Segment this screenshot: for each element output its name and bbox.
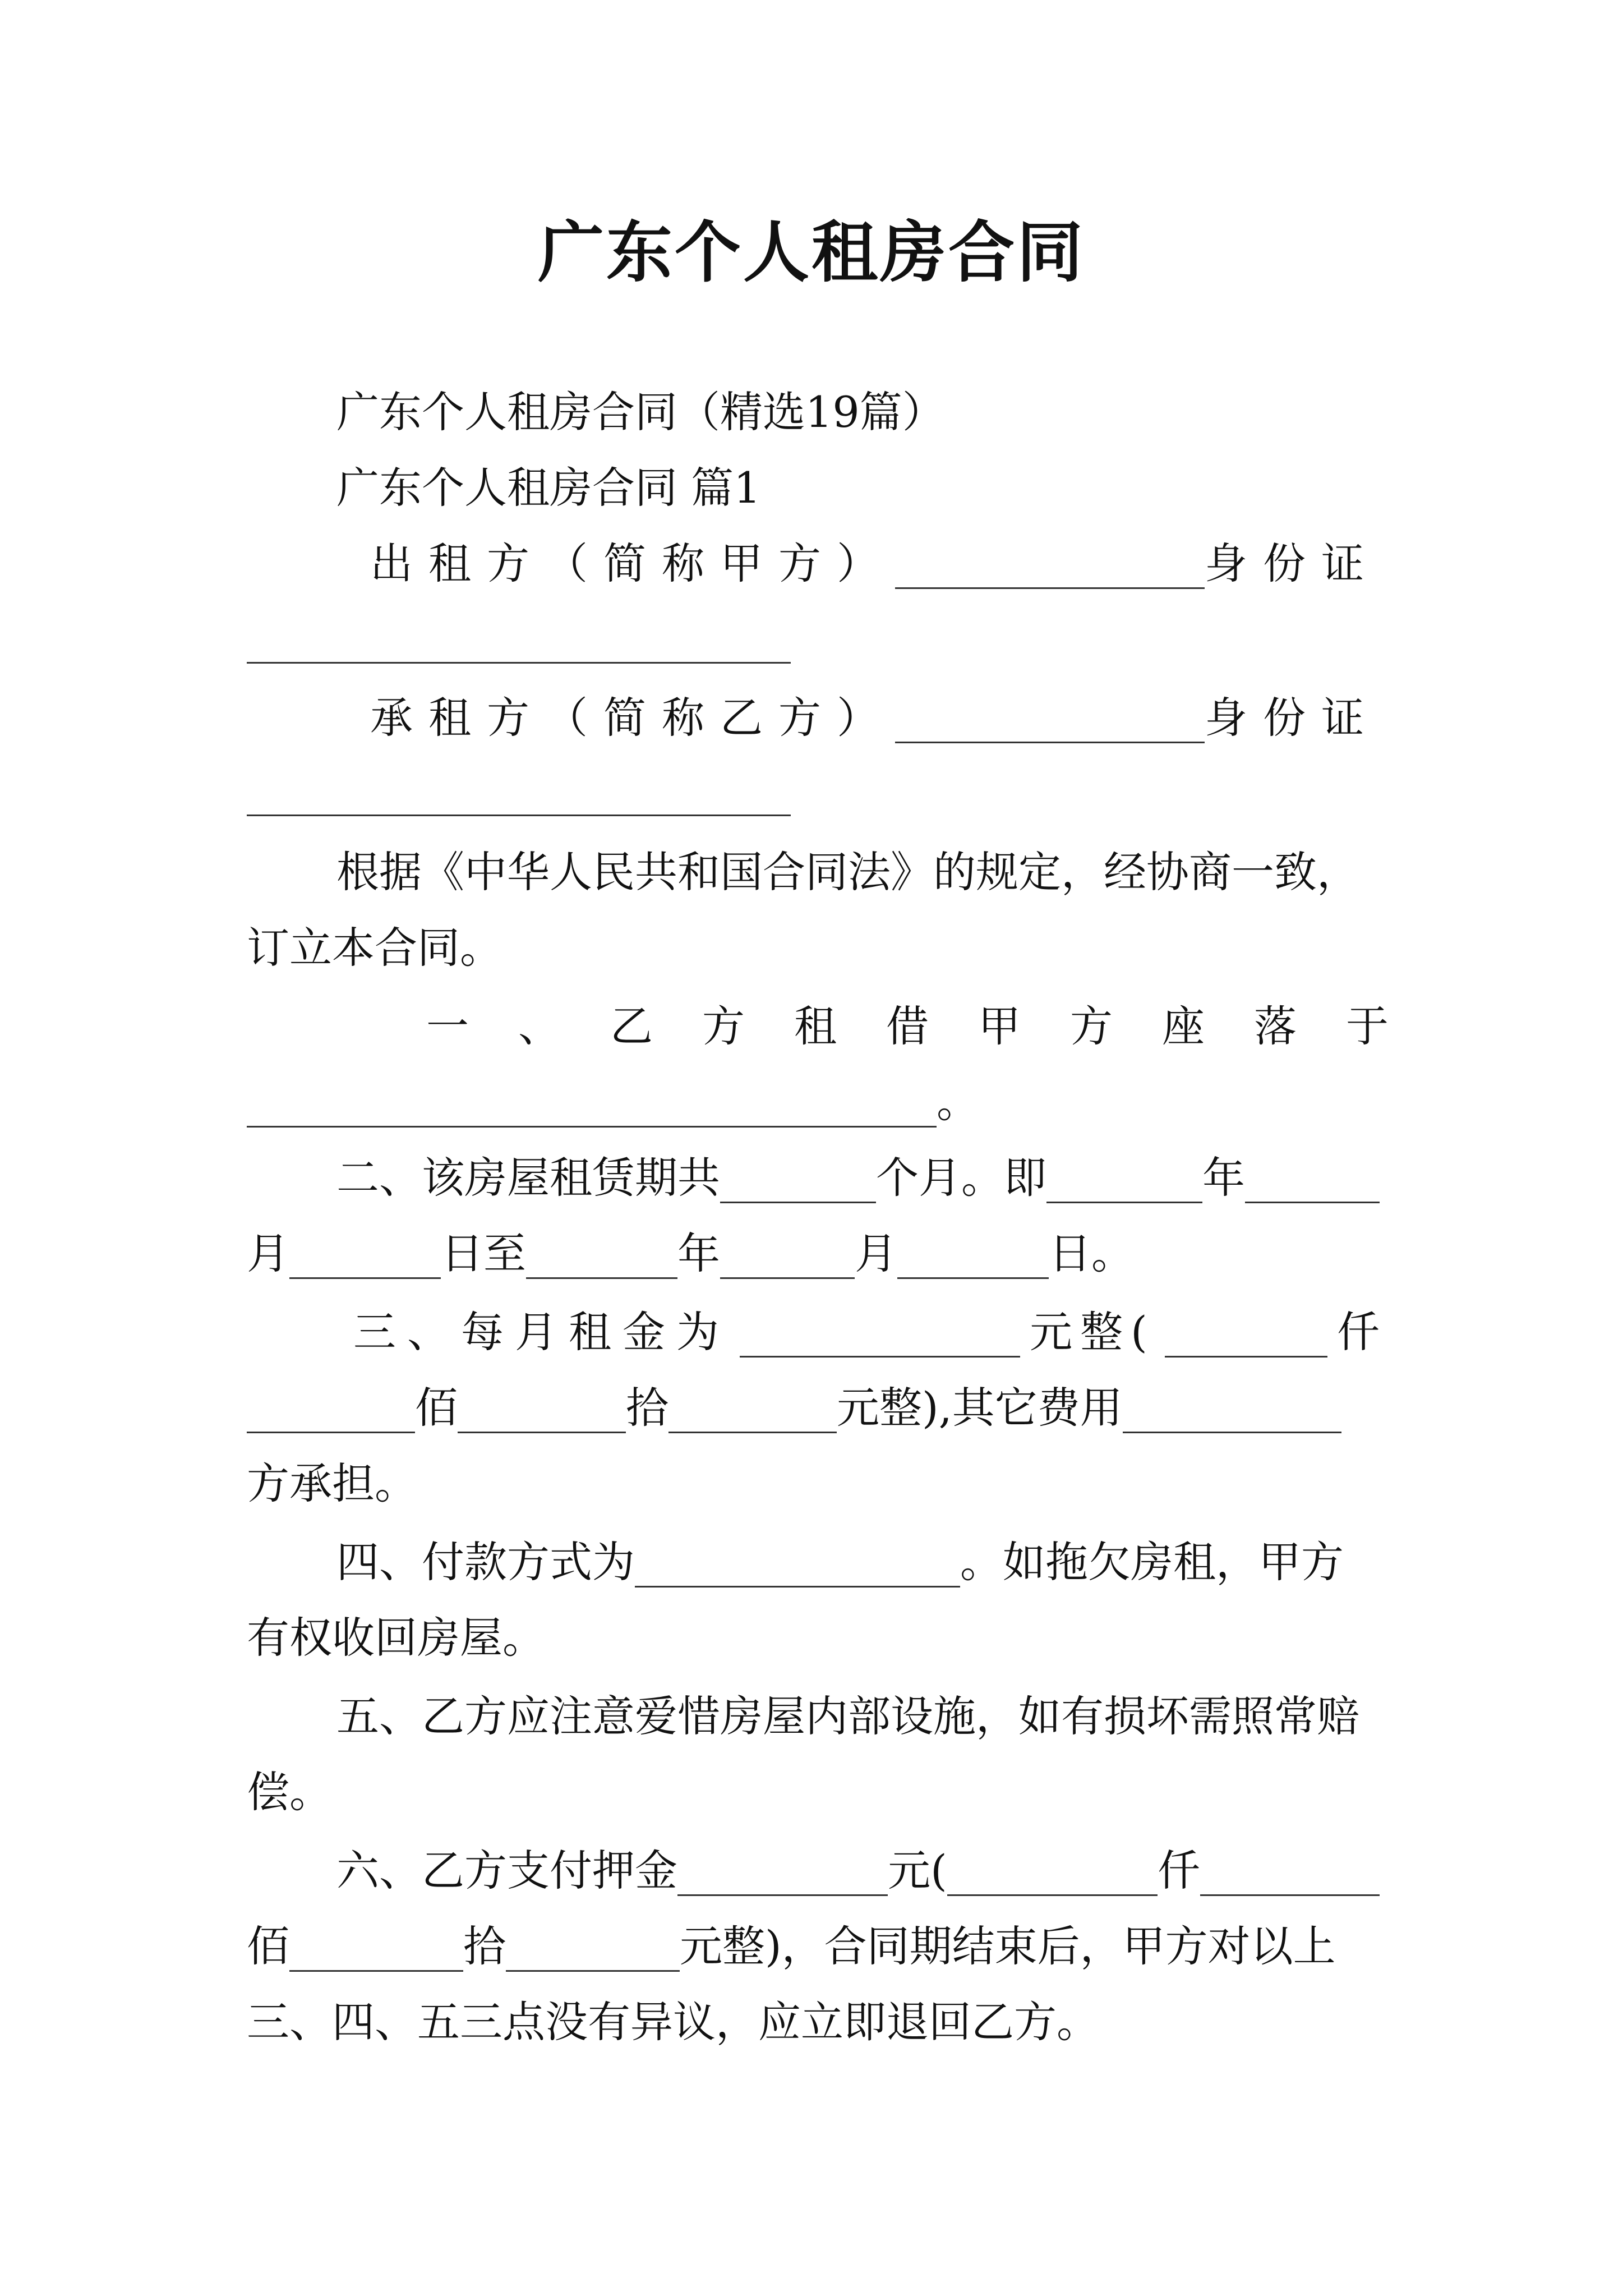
payment-method-blank [635, 1547, 960, 1588]
clause-2-month: 月 [247, 1228, 289, 1278]
clause-6-prefix: 六、乙方支付押金 [336, 1846, 677, 1895]
lessee-name-blank [895, 702, 1205, 743]
address-blank [247, 1087, 937, 1128]
rent-qian-blank [1165, 1317, 1327, 1358]
rent-yuan-blank [668, 1392, 837, 1433]
clause-6-qian: 仟 [1158, 1846, 1200, 1895]
clause-6-zheng: 元整)，合同期结束后，甲方对以上 [680, 1921, 1336, 1971]
clause-6-shi: 拾 [463, 1921, 506, 1971]
clause-3-yuan: 元整( [1030, 1307, 1155, 1357]
end-month-blank [720, 1238, 855, 1279]
clause-2-end-year: 年 [677, 1228, 720, 1278]
lessor-id-blank [247, 662, 791, 664]
clause-3-line-1 [353, 1307, 1380, 1358]
clause-1-text: 一、乙方租借甲方座落于 [426, 1001, 1438, 1051]
clause-5-line-1: 五、乙方应注意爱惜房屋内部设施，如有损坏需照常赔 [336, 1691, 1359, 1741]
deposit-yuan-blank [506, 1931, 680, 1972]
clause-2-months: 个月。即 [876, 1153, 1046, 1203]
other-fees-blank [1123, 1392, 1341, 1433]
lessor-id-label: 身份证 [1205, 539, 1380, 588]
clause-3-prefix: 三、每月租金为 [353, 1307, 730, 1357]
deposit-qian-blank [947, 1855, 1158, 1896]
clause-3-yuan-end: 元整),其它费用 [837, 1383, 1123, 1433]
clause-1-address-line [247, 1077, 1380, 1128]
clause-6-yuan: 元( [888, 1846, 947, 1895]
lessor-line [370, 539, 1380, 589]
start-day-blank [289, 1238, 441, 1279]
clause-4-line-1 [336, 1537, 1380, 1588]
clause-2-line-1 [336, 1153, 1380, 1203]
clause-6-bai: 佰 [247, 1921, 289, 1971]
rent-bai-blank [247, 1392, 415, 1433]
clause-6-line-3: 三、四、五三点没有异议，应立即退回乙方。 [247, 1997, 1099, 2047]
clause-5-line-2: 偿。 [247, 1767, 332, 1817]
clause-6-line-2 [247, 1921, 1380, 1972]
start-month-blank [1245, 1162, 1380, 1203]
clause-2-day-to: 日至 [441, 1228, 526, 1278]
clause-3-shi: 拾 [626, 1383, 668, 1433]
lessee-label: 承租方（简称乙方） [370, 693, 895, 743]
clause-4-prefix: 四、付款方式为 [336, 1537, 635, 1587]
deposit-blank [677, 1855, 888, 1896]
subtitle: 广东个人租房合同（精选19篇） [336, 387, 945, 437]
deposit-bai-blank [1200, 1855, 1380, 1896]
clause-3-line-3: 方承担。 [247, 1458, 417, 1508]
lessor-label: 出租方（简称甲方） [370, 539, 895, 588]
end-day-blank [897, 1238, 1049, 1279]
clause-2-line-2 [247, 1228, 1380, 1279]
clause-3-qian: 仟 [1336, 1307, 1380, 1357]
section-heading: 广东个人租房合同 篇1 [336, 463, 761, 513]
clause-6-line-1 [336, 1846, 1380, 1896]
document-title: 广东个人租房合同 [537, 213, 1085, 291]
lessee-line [370, 693, 1380, 743]
lessee-id-blank [247, 815, 791, 816]
rent-shi-blank [458, 1392, 626, 1433]
deposit-shi-blank [289, 1931, 463, 1972]
clause-3-bai: 佰 [415, 1383, 458, 1433]
clause-2-year: 年 [1202, 1153, 1245, 1203]
preamble-line-1: 根据《中华人民共和国合同法》的规定，经协商一致， [336, 847, 1359, 897]
monthly-rent-blank [740, 1317, 1020, 1358]
start-year-blank [1046, 1162, 1202, 1203]
clause-3-line-2 [247, 1383, 1380, 1433]
preamble-line-2: 订立本合同。 [247, 923, 502, 973]
clause-2-day-end: 日。 [1049, 1228, 1134, 1278]
lease-months-blank [720, 1162, 876, 1203]
clause-4-suffix: 。如拖欠房租，甲方 [960, 1537, 1344, 1587]
clause-2-prefix: 二、该房屋租赁期共 [336, 1153, 720, 1203]
clause-1-line [426, 1001, 1438, 1052]
lessor-name-blank [895, 548, 1205, 589]
end-year-blank [526, 1238, 677, 1279]
clause-1-end: 。 [937, 1077, 979, 1127]
lessee-id-label: 身份证 [1205, 693, 1380, 743]
clause-4-line-2: 有权收回房屋。 [247, 1613, 545, 1663]
clause-2-end-month: 月 [855, 1228, 897, 1278]
